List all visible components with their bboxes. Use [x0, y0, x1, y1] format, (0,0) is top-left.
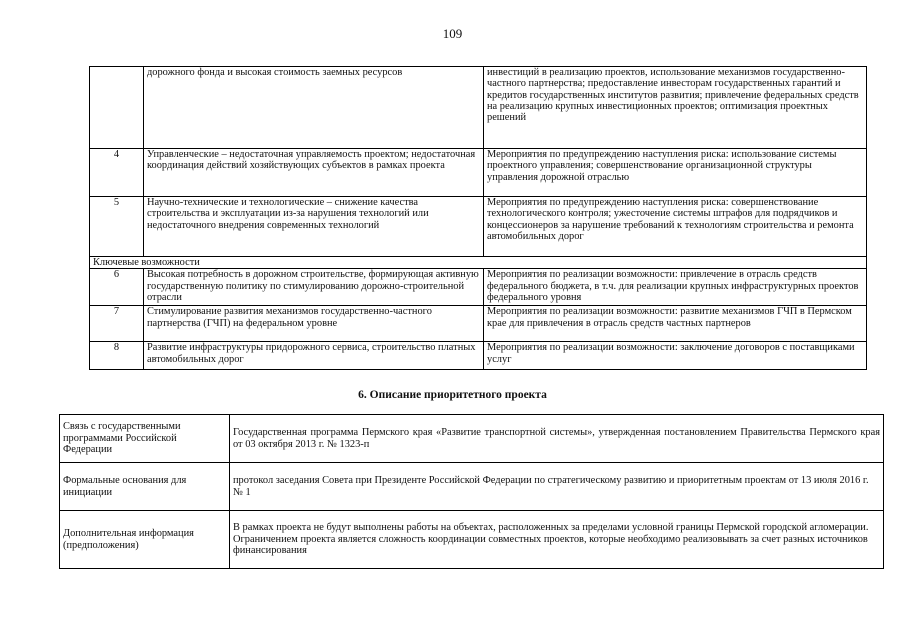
- risk-measures: инвестиций в реализацию проектов, использование механизмов государственно-частного партнерства; предоставление инвесторам государственных гарантий и кредитов государственных институтов развития; привлечение федеральных средств на реализацию крупных инвестиционных проектов; оптимизация проектных решений: [484, 67, 867, 149]
- table-row: [90, 342, 867, 370]
- row-value-continued: Ограничением проекта является сложность координации совместных проектов, которые необходимо реализовывать за счет разных источников финансирования: [233, 533, 868, 557]
- row-number: [90, 67, 144, 149]
- table-row: [90, 197, 867, 257]
- page-number: 109: [442, 26, 463, 41]
- table-row: [60, 463, 884, 511]
- opportunity-measures: Мероприятия по реализации возможности: развитие механизмов ГЧП в Пермском крае для привлечения в отрасль средств частных партнеров: [484, 306, 867, 342]
- table-row: [60, 415, 884, 463]
- row-label: Дополнительная информация (предположения): [60, 511, 230, 569]
- risk-description: дорожного фонда и высокая стоимость заемных ресурсов: [144, 67, 484, 149]
- row-value: протокол заседания Совета при Президенте Российской Федерации по стратегическому развитию и приоритетным проектам от 13 июля 2016 г. № 1: [230, 463, 884, 511]
- table-row: [90, 67, 867, 149]
- row-value-cell: [230, 511, 884, 569]
- risk-measures: Мероприятия по предупреждению наступления риска: использование системы проектного управления; совершенствование организационной структуры управления дорожной отраслью: [484, 149, 867, 197]
- opportunity-measures: Мероприятия по реализации возможности: привлечение в отрасль средств федерального бюджета, в т.ч. для реализации крупных инфраструктурных проектов федерального уровня: [484, 269, 867, 306]
- table-row: [90, 149, 867, 197]
- opportunity-description: Развитие инфраструктуры придорожного сервиса, строительство платных автомобильных дорог: [144, 342, 484, 370]
- risk-description: Управленческие – недостаточная управляемость проектом; недостаточная координация действий хозяйствующих субъектов в рамках проекта: [144, 149, 484, 197]
- risk-opportunity-table: [89, 66, 867, 370]
- table-row: [90, 269, 867, 306]
- row-number: 4: [90, 149, 144, 197]
- opportunity-description: Высокая потребность в дорожном строительстве, формирующая активную государственную политику по стимулированию дорожно-строительной отрасли: [144, 269, 484, 306]
- row-number: 6: [90, 269, 144, 306]
- risk-measures: Мероприятия по предупреждению наступления риска: совершенствование технологического контроля; ужесточение системы штрафов для подрядчиков и концессионеров за нарушение требований к технологиям строительства и ремонта автомобильных дорог: [484, 197, 867, 257]
- row-number: 7: [90, 306, 144, 342]
- table-row: [60, 511, 884, 569]
- group-header: Ключевые возможности: [90, 257, 867, 269]
- row-label: Формальные основания для инициации: [60, 463, 230, 511]
- project-description-table: [59, 414, 884, 569]
- row-value: Государственная программа Пермского края «Развитие транспортной системы», утвержденная постановлением Правительства Пермского края от 03 октября 2013 г. № 1323-п: [230, 415, 884, 463]
- table-row: [90, 306, 867, 342]
- row-label: Связь с государственными программами Российской Федерации: [60, 415, 230, 463]
- risk-description: Научно-технические и технологические – снижение качества строительства и эксплуатации из-за нарушения технологий или недостаточного внедрения современных технологий: [144, 197, 484, 257]
- opportunity-description: Стимулирование развития механизмов государственно-частного партнерства (ГЧП) на федеральном уровне: [144, 306, 484, 342]
- row-value: В рамках проекта не будут выполнены работы на объектах, расположенных за пределами условной границы Пермской городской агломерации.: [233, 522, 869, 534]
- row-number: 5: [90, 197, 144, 257]
- opportunity-measures: Мероприятия по реализации возможности: заключение договоров с поставщиками услуг: [484, 342, 867, 370]
- group-header-row: [90, 257, 867, 269]
- section-title: 6. Описание приоритетного проекта: [358, 389, 547, 401]
- row-number: 8: [90, 342, 144, 370]
